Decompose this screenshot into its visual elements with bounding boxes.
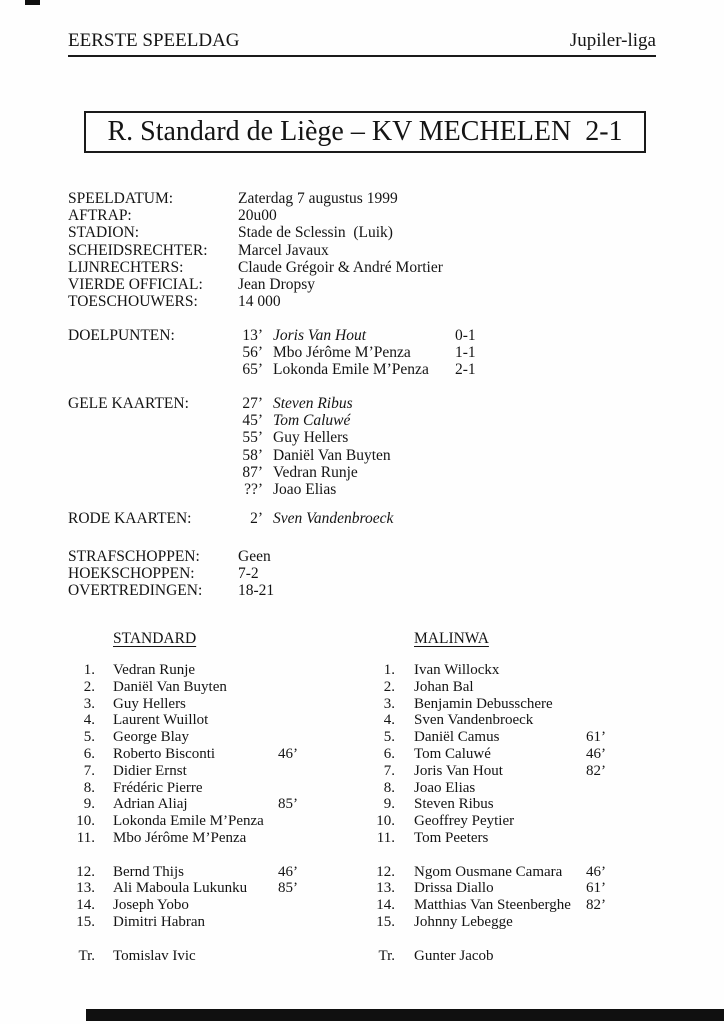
sub-row: 13. Drissa Diallo 61’ <box>376 880 606 897</box>
card-player: Vedran Runje <box>273 463 358 481</box>
detail-row <box>68 207 443 224</box>
detail-label: SPEELDATUM: <box>68 190 174 207</box>
card-player: Joao Elias <box>273 481 337 499</box>
lineup-row: 3. Benjamin Debusschere <box>383 695 553 712</box>
stat-value: 7-2 <box>238 565 259 583</box>
goal-score: 0-1 <box>455 327 476 344</box>
detail-label: VIERDE OFFICIAL: <box>68 276 203 294</box>
sub-row: 15. Dimitri Habran <box>76 913 206 930</box>
stat-label: OVERTREDINGEN: <box>68 582 203 600</box>
red-cards-label: RODE KAARTEN: <box>68 510 192 527</box>
team-name: STANDARD <box>113 630 197 647</box>
trainer-label: Tr. <box>78 947 95 964</box>
detail-label: SCHEIDSRECHTER: <box>68 241 208 259</box>
scan-artifact-bottom-bar <box>86 1009 724 1021</box>
lineup-row: 6. Tom Caluwé 46’ <box>383 745 606 762</box>
detail-row <box>68 293 443 310</box>
detail-value: 14 000 <box>238 293 281 311</box>
card-minute: 2’ <box>250 510 263 527</box>
trainer-name: Gunter Jacob <box>414 947 494 964</box>
team-malinwa-lineup <box>373 630 713 964</box>
stat-row <box>68 548 274 565</box>
trainer-row <box>373 948 713 965</box>
team-standard-lineup <box>68 630 398 964</box>
team-header <box>373 630 713 647</box>
card-minute: 45’ <box>242 412 263 430</box>
yellow-card-row <box>68 481 455 498</box>
sub-row: 12. Ngom Ousmane Camara 46’ <box>376 863 606 880</box>
goal-player: Lokonda Emile M’Penza <box>273 361 429 379</box>
card-minute: 55’ <box>242 429 263 447</box>
stat-label: HOEKSCHOPPEN: <box>68 565 195 583</box>
goal-player: Joris Van Hout <box>273 327 366 344</box>
yellow-cards-label: GELE KAARTEN: <box>68 395 189 412</box>
red-card-row <box>68 510 455 527</box>
yellow-card-row <box>68 447 455 464</box>
lineup-row: 6. Roberto Bisconti 46’ <box>83 745 298 762</box>
trainer-row <box>68 948 398 965</box>
lineup-row: 2. Johan Bal <box>383 678 474 695</box>
detail-row <box>68 276 443 293</box>
detail-label: TOESCHOUWERS: <box>68 293 198 311</box>
goals-section <box>68 327 476 379</box>
yellow-cards-section <box>68 395 455 498</box>
goal-score: 2-1 <box>455 361 476 379</box>
lineup-row: 1. Ivan Willockx <box>383 662 500 678</box>
goal-row <box>68 344 476 361</box>
scan-artifact-top-left <box>25 0 40 5</box>
lineup-row: 8. Frédéric Pierre <box>83 779 203 796</box>
sub-row: 14. Joseph Yobo <box>76 897 189 914</box>
stat-row <box>68 565 274 582</box>
lineup-gap <box>68 847 398 864</box>
lineup-row: 10. Geoffrey Peytier <box>376 813 515 830</box>
detail-row <box>68 242 443 259</box>
goals-label-spacer <box>68 361 238 378</box>
card-minute: 87’ <box>242 463 263 481</box>
goal-row <box>68 361 476 378</box>
lineup-row: 11. Mbo Jérôme M’Penza <box>76 829 247 846</box>
league-label: Jupiler-liga <box>569 30 656 51</box>
yellow-card-row <box>68 395 455 412</box>
red-cards-section <box>68 510 455 527</box>
lineup-gap <box>68 931 398 948</box>
trainer-name: Tomislav Ivic <box>113 947 196 964</box>
trainer-label: Tr. <box>378 947 395 964</box>
yellow-card-row <box>68 464 455 481</box>
page-header <box>68 30 656 57</box>
lineup-row: 5. Daniël Camus 61’ <box>383 729 606 746</box>
card-minute: ??’ <box>244 481 263 499</box>
lineup-row: 1. Vedran Runje <box>83 662 196 678</box>
lineup-row: 4. Laurent Wuillot <box>83 712 209 729</box>
goal-player: Mbo Jérôme M’Penza <box>273 344 411 362</box>
matchday-label: EERSTE SPEELDAG <box>68 30 240 51</box>
goal-row <box>68 327 476 344</box>
lineup-row: 3. Guy Hellers <box>83 695 186 712</box>
goal-minute: 56’ <box>242 344 263 362</box>
lineup-row: 7. Joris Van Hout 82’ <box>383 762 606 779</box>
detail-value: Jean Dropsy <box>238 276 316 294</box>
card-player: Tom Caluwé <box>273 412 351 430</box>
lineup-row: 2. Daniël Van Buyten <box>83 678 227 695</box>
detail-value: Zaterdag 7 augustus 1999 <box>238 190 398 207</box>
yellow-card-row <box>68 412 455 429</box>
goal-minute: 13’ <box>242 327 263 344</box>
yellow-card-row <box>68 429 455 446</box>
team-name: MALINWA <box>414 630 489 647</box>
stat-row <box>68 582 274 599</box>
lineup-row: 9. Steven Ribus <box>383 796 494 813</box>
detail-row <box>68 190 443 207</box>
card-minute: 27’ <box>242 395 263 412</box>
sub-row: 14. Matthias Van Steenberghe 82’ <box>376 897 606 914</box>
stat-label: STRAFSCHOPPEN: <box>68 548 200 565</box>
card-player: Guy Hellers <box>273 429 349 447</box>
lineup-row: 10. Lokonda Emile M’Penza <box>76 813 264 830</box>
goals-label: DOELPUNTEN: <box>68 327 175 344</box>
lineup-row: 9. Adrian Aliaj 85’ <box>83 796 298 813</box>
lineup-row: 7. Didier Ernst <box>83 762 187 779</box>
sub-row: 12. Bernd Thijs 46’ <box>76 863 298 880</box>
lineup-row: 5. George Blay <box>83 729 189 746</box>
card-player: Steven Ribus <box>273 395 353 412</box>
match-stats <box>68 548 274 600</box>
stat-value: Geen <box>238 548 271 565</box>
lineup-gap <box>373 847 713 864</box>
card-player: Sven Vandenbroeck <box>273 510 394 527</box>
stat-value: 18-21 <box>238 582 275 600</box>
match-title-box <box>84 111 646 153</box>
goal-score: 1-1 <box>455 344 476 362</box>
detail-label: STADION: <box>68 224 140 242</box>
goal-minute: 65’ <box>242 361 263 379</box>
card-player: Daniël Van Buyten <box>273 446 391 464</box>
sub-row: 13. Ali Maboula Lukunku 85’ <box>76 880 298 897</box>
detail-value: Stade de Sclessin (Luik) <box>238 224 393 242</box>
goals-label-spacer <box>68 344 238 361</box>
sub-row: 15. Johnny Lebegge <box>376 913 513 930</box>
match-details <box>68 190 443 310</box>
detail-value: Marcel Javaux <box>238 241 329 259</box>
team-header <box>68 630 398 647</box>
card-minute: 58’ <box>242 446 263 464</box>
lineup-row: 11. Tom Peeters <box>376 829 489 846</box>
lineup-gap <box>373 931 713 948</box>
detail-value: 20u00 <box>238 207 277 225</box>
detail-label: LIJNRECHTERS: <box>68 258 184 276</box>
lineup-row: 4. Sven Vandenbroeck <box>383 712 534 729</box>
lineup-row: 8. Joao Elias <box>383 779 476 796</box>
detail-row <box>68 259 443 276</box>
detail-value: Claude Grégoir & André Mortier <box>238 258 443 276</box>
detail-label: AFTRAP: <box>68 207 132 225</box>
detail-row <box>68 224 443 241</box>
match-title: R. Standard de Liège – KV MECHELEN 2-1 <box>107 116 623 147</box>
